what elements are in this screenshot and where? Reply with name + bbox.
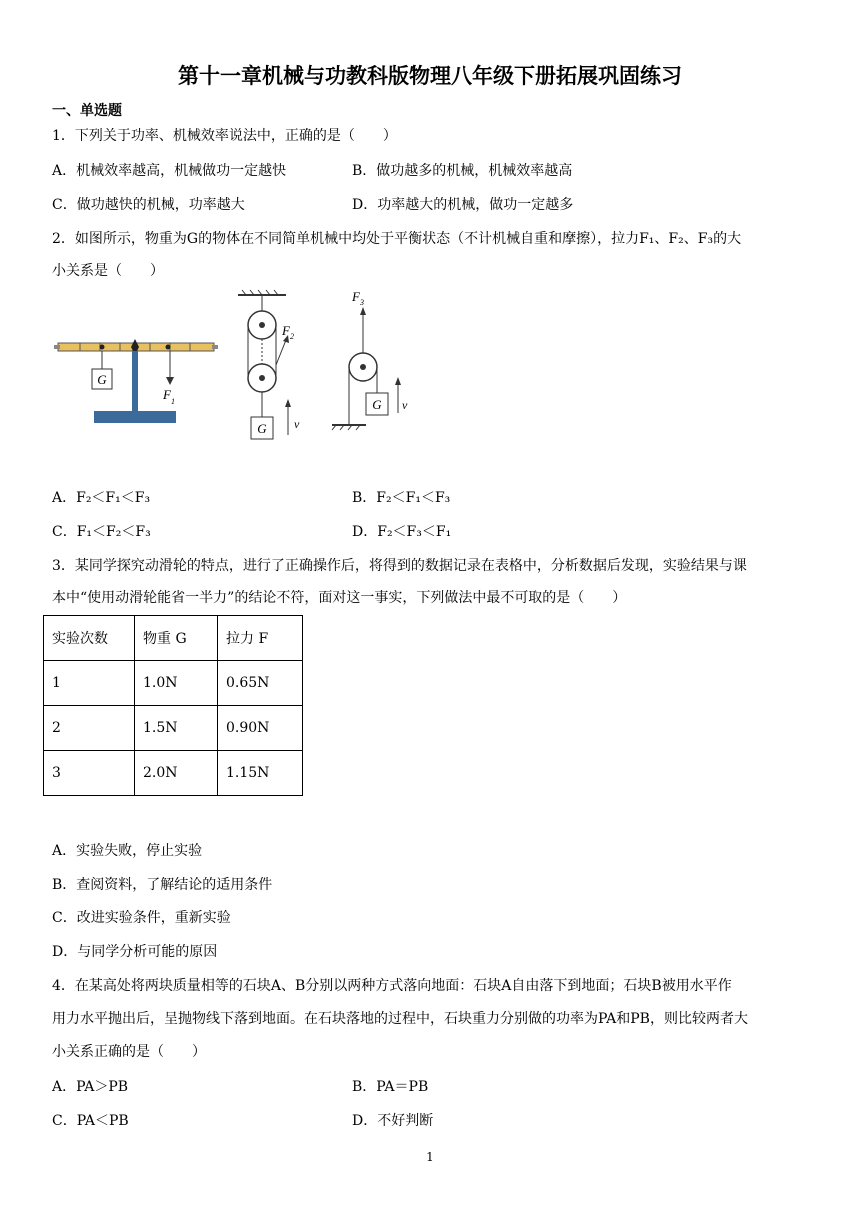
pulley3-force-subscript: 3 [360,298,364,307]
table-header-cell: 物重 G [135,616,218,661]
table-header-row [44,616,303,661]
q1-option-d[interactable]: D．功率越大的机械，做功一定越多 [352,197,574,213]
pulley2-weight-label: G [257,421,267,436]
table-row [44,706,303,751]
q2-option-c[interactable]: C．F₁＜F₂＜F₃ [52,524,151,540]
table-row [44,661,303,706]
pulley3-weight-label: G [372,397,382,412]
q3-option-a[interactable]: A．实验失败，停止实验 [52,843,203,859]
q2-option-b[interactable]: B．F₂＜F₁＜F₃ [352,490,451,506]
q1-option-a[interactable]: A．机械效率越高，机械做功一定越快 [52,163,287,179]
q2-stem-line1: 2．如图所示，物重为G的物体在不同简单机械中均处于平衡状态（不计机械自重和摩擦），拉力F₁、F₂、F₃的大 [52,231,742,247]
pulley3-velocity-label: v [402,398,408,412]
pulley2-force-subscript: 2 [290,332,294,341]
q4-stem-line3: 小关系正确的是（ ） [52,1044,206,1060]
table-cell: 1.5N [135,706,218,751]
q3-stem-line2: 本中“使用动滑轮能省一半力”的结论不符，面对这一事实，下列做法中最不可取的是（ ） [52,590,627,606]
table-cell: 1.0N [135,661,218,706]
q2-option-a[interactable]: A．F₂＜F₁＜F₃ [52,490,151,506]
q3-option-d[interactable]: D．与同学分析可能的原因 [52,944,218,960]
table-cell: 2 [44,706,135,751]
lever-force-label: F [163,387,171,402]
q3-option-b[interactable]: B．查阅资料，了解结论的适用条件 [52,877,273,893]
pulley-system-3 [332,289,408,430]
q1-option-b[interactable]: B．做功越多的机械，机械效率越高 [352,163,573,179]
pulley3-force-label: F [352,289,360,304]
table-cell: 0.65N [218,661,303,706]
lever-weight-label: G [97,372,107,387]
q3-data-table [43,615,303,796]
q3-stem-line1: 3．某同学探究动滑轮的特点，进行了正确操作后，将得到的数据记录在表格中，分析数据后发现，实验结果与课 [52,558,747,574]
q1-option-c[interactable]: C．做功越快的机械，功率越大 [52,197,245,213]
table-header-cell: 拉力 F [218,616,303,661]
q4-option-a[interactable]: A．PA＞PB [52,1079,129,1095]
q4-option-c[interactable]: C．PA＜PB [52,1113,129,1129]
lever-figure [54,339,218,423]
table-cell: 0.90N [218,706,303,751]
pulley-system-2 [238,290,300,439]
table-cell: 2.0N [135,751,218,796]
lever-force-subscript: 1 [171,397,175,406]
q2-figure [50,285,430,450]
pulley2-velocity-label: v [294,417,300,431]
page-number: 1 [426,1150,434,1164]
q1-stem: 1．下列关于功率、机械效率说法中，正确的是（ ） [52,128,397,144]
q4-stem-line2: 用力水平抛出后，呈抛物线下落到地面。在石块落地的过程中，石块重力分别做的功率为PA和PB，则比较两者大 [52,1011,748,1027]
table-header-cell: 实验次数 [44,616,135,661]
q2-stem-line2: 小关系是（ ） [52,263,164,279]
table-cell: 3 [44,751,135,796]
table-row [44,751,303,796]
q4-option-d[interactable]: D．不好判断 [352,1113,434,1129]
table-cell: 1.15N [218,751,303,796]
q2-option-d[interactable]: D．F₂＜F₃＜F₁ [352,524,452,540]
q3-option-c[interactable]: C．改进实验条件，重新实验 [52,910,231,926]
q4-option-b[interactable]: B．PA＝PB [352,1079,429,1095]
pulley2-force-label: F [282,323,290,338]
table-cell: 1 [44,661,135,706]
page-title: 第十一章机械与功教科版物理八年级下册拓展巩固练习 [178,64,682,88]
section-heading: 一、单选题 [52,103,122,119]
q4-stem-line1: 4．在某高处将两块质量相等的石块A、B分别以两种方式落向地面：石块A自由落下到地面；石块B被用水平作 [52,978,732,994]
